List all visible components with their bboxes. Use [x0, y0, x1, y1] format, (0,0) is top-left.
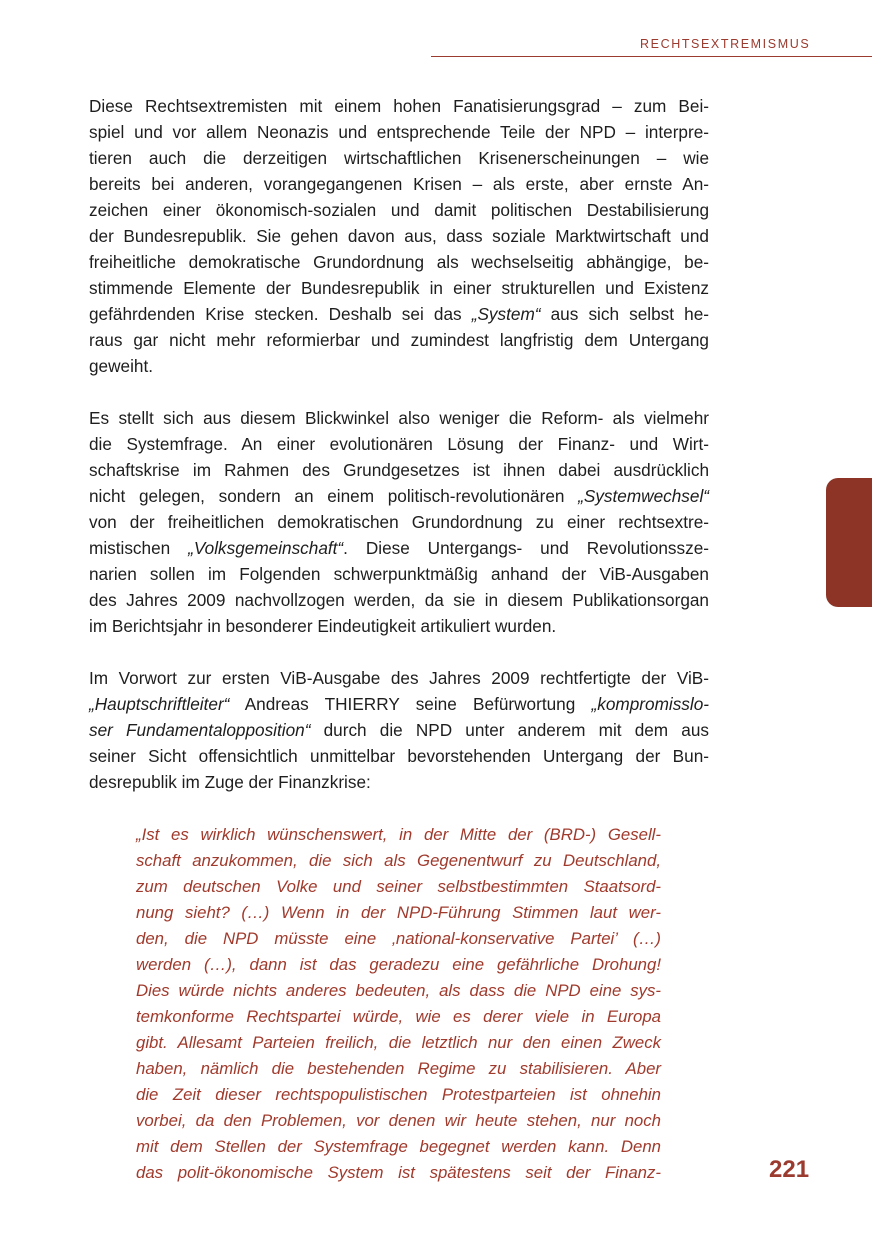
- text-run: mistischen: [89, 538, 189, 558]
- text-run: durch die NPD unter anderem mit dem aus: [310, 720, 709, 740]
- text-line: [89, 93, 709, 119]
- text-run: von der freiheitlichen demokratischen Grundordnung zu einer rechtsextre-: [89, 512, 709, 532]
- italic-quote-term: „Hauptschriftleiter“: [89, 694, 230, 714]
- quote-line: die Zeit dieser rechtspopulistischen Protestparteien ist ohnehin: [136, 1085, 661, 1104]
- paragraph-gap: [89, 379, 709, 405]
- text-line: [89, 691, 709, 717]
- italic-quote-term: „Volksgemeinschaft“: [188, 538, 344, 558]
- quote-line: das polit-ökonomische System ist spätestens seit der Finanz-: [136, 1163, 661, 1182]
- paragraph: [89, 665, 709, 795]
- quote-line: schaft anzukommen, die sich als Gegenentwurf zu Deutschland,: [136, 851, 661, 870]
- text-line: [89, 457, 709, 483]
- header-divider: [431, 56, 872, 57]
- quote-line: gibt. Allesamt Parteien freilich, die letztlich nur den einen Zweck: [136, 1033, 661, 1052]
- text-run: narien sollen im Folgenden schwerpunktmäßig anhand der ViB-Ausgaben: [89, 564, 709, 584]
- page-number: 221: [769, 1156, 810, 1183]
- text-run: freiheitliche demokratische Grundordnung als wechselseitig abhängige, be-: [89, 252, 709, 272]
- quote-line: haben, nämlich die bestehenden Regime zu stabilisieren. Aber: [136, 1059, 661, 1078]
- text-run: seiner Sicht offensichtlich unmittelbar bevorstehenden Untergang der Bun-: [89, 746, 709, 766]
- text-line: [89, 769, 709, 795]
- quote-line: den, die NPD müsste eine ‚national-konservative Partei’ (…): [136, 929, 661, 948]
- text-line: [89, 145, 709, 171]
- block-quote: [136, 822, 661, 1186]
- text-line: [89, 405, 709, 431]
- quote-line: Dies würde nichts anderes bedeuten, als dass die NPD eine sys-: [136, 981, 661, 1000]
- text-run: stimmende Elemente der Bundesrepublik in einer strukturellen und Existenz: [89, 278, 709, 298]
- text-run: der Bundesrepublik. Sie gehen davon aus, dass soziale Marktwirtschaft und: [89, 226, 709, 246]
- text-run: geweiht.: [89, 356, 154, 376]
- text-line: [89, 509, 709, 535]
- text-line: [89, 249, 709, 275]
- text-run: schaftskrise im Rahmen des Grundgesetzes ist ihnen dabei ausdrücklich: [89, 460, 709, 480]
- text-line: [89, 353, 709, 379]
- text-run: . Diese Untergangs- und Revolutionssze-: [343, 538, 709, 558]
- text-line: [89, 717, 709, 743]
- text-line: [89, 223, 709, 249]
- quote-line: „Ist es wirklich wünschenswert, in der Mitte der (BRD-) Gesell-: [136, 825, 661, 844]
- quote-line: nung sieht? (…) Wenn in der NPD-Führung Stimmen laut wer-: [136, 903, 661, 922]
- text-run: im Berichtsjahr in besonderer Eindeutigkeit artikuliert wurden.: [89, 616, 557, 636]
- italic-quote-term: „System“: [471, 304, 541, 324]
- text-line: [89, 197, 709, 223]
- italic-quote-term: „kompromisslo-: [591, 694, 709, 714]
- text-run: spiel und vor allem Neonazis und entsprechende Teile der NPD – interpre-: [89, 122, 709, 142]
- running-header: RECHTSEXTREMISMUS: [640, 37, 811, 51]
- text-run: desrepublik im Zuge der Finanzkrise:: [89, 772, 371, 792]
- paragraph: [89, 93, 709, 379]
- quote-line: zum deutschen Volke und seiner selbstbestimmten Staatsord-: [136, 877, 661, 896]
- text-run: Andreas THIERRY seine Befürwortung: [229, 694, 592, 714]
- text-line: [89, 613, 709, 639]
- text-run: tieren auch die derzeitigen wirtschaftlichen Krisenerscheinungen – wie: [89, 148, 709, 168]
- italic-quote-term: „Systemwechsel“: [578, 486, 709, 506]
- text-run: zeichen einer ökonomisch-sozialen und damit politischen Destabilisierung: [89, 200, 709, 220]
- text-run: bereits bei anderen, vorangegangenen Krisen – als erste, aber ernste An-: [89, 174, 709, 194]
- text-run: gefährdenden Krise stecken. Deshalb sei das: [89, 304, 472, 324]
- text-line: [89, 665, 709, 691]
- body-text: [89, 93, 709, 795]
- paragraph: [89, 405, 709, 639]
- text-run: des Jahres 2009 nachvollzogen werden, da sie in diesem Publikationsorgan: [89, 590, 709, 610]
- text-line: [89, 275, 709, 301]
- text-run: Es stellt sich aus diesem Blickwinkel also weniger die Reform- als vielmehr: [89, 408, 709, 428]
- text-line: [89, 301, 709, 327]
- text-line: [89, 119, 709, 145]
- text-line: [89, 743, 709, 769]
- text-line: [89, 171, 709, 197]
- paragraph-gap: [89, 639, 709, 665]
- text-run: aus sich selbst he-: [540, 304, 709, 324]
- text-run: die Systemfrage. An einer evolutionären Lösung der Finanz- und Wirt-: [89, 434, 709, 454]
- text-run: nicht gelegen, sondern an einem politisch-revolutionären: [89, 486, 579, 506]
- text-run: raus gar nicht mehr reformierbar und zumindest langfristig dem Untergang: [89, 330, 709, 350]
- text-line: [89, 431, 709, 457]
- quote-line: vorbei, da den Problemen, vor denen wir heute stehen, nur noch: [136, 1111, 661, 1130]
- quote-line: mit dem Stellen der Systemfrage begegnet werden kann. Denn: [136, 1137, 661, 1156]
- text-line: [89, 483, 709, 509]
- chapter-thumb-tab: [826, 478, 872, 607]
- text-line: [89, 561, 709, 587]
- text-line: [89, 327, 709, 353]
- text-run: Diese Rechtsextremisten mit einem hohen Fanatisierungsgrad – zum Bei-: [89, 96, 709, 116]
- italic-quote-term: ser Fundamentalopposition“: [89, 720, 311, 740]
- text-line: [89, 535, 709, 561]
- text-line: [89, 587, 709, 613]
- quote-line: temkonforme Rechtspartei würde, wie es derer viele in Europa: [136, 1007, 661, 1026]
- text-run: Im Vorwort zur ersten ViB-Ausgabe des Jahres 2009 rechtfertigte der ViB-: [89, 668, 709, 688]
- quote-line: werden (…), dann ist das geradezu eine gefährliche Drohung!: [136, 955, 661, 974]
